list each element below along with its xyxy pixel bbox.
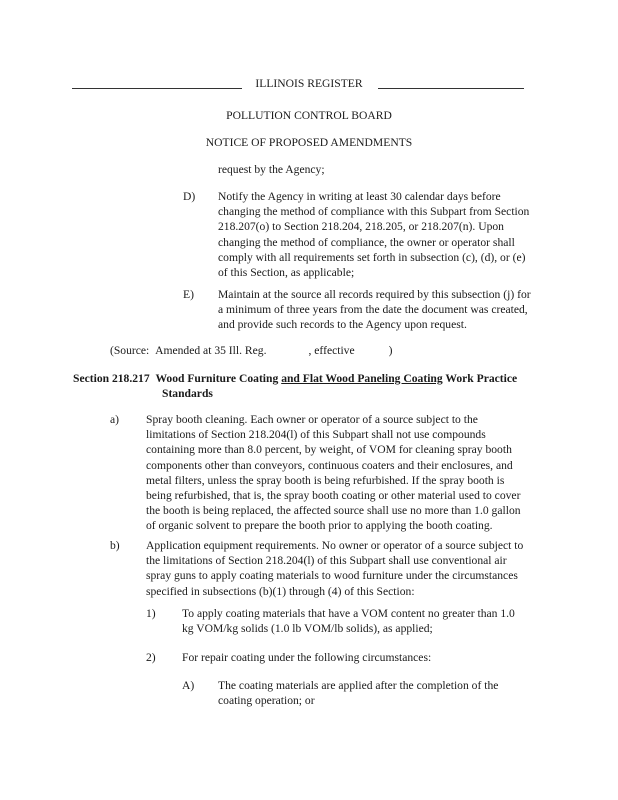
item-b-text bbox=[146, 538, 523, 599]
agency-title: POLLUTION CONTROL BOARD bbox=[226, 109, 392, 122]
item-1-text bbox=[182, 606, 515, 636]
item-a-line: Spray booth cleaning. Each owner or operator of a source subject to the bbox=[146, 413, 478, 426]
item-d-line: changing the method of compliance with this Subpart from Section bbox=[218, 205, 530, 219]
item-a-line: the booth is being replaced, the affected source shall use no more than 1.0 gallon bbox=[146, 504, 521, 518]
item-d-text bbox=[218, 189, 529, 280]
item-2-label: 2) bbox=[146, 651, 156, 664]
item-a-line: components other than conveyors, continuous coaters and their enclosures, and bbox=[146, 458, 513, 472]
item-e-label: E) bbox=[183, 288, 194, 301]
section-heading bbox=[73, 371, 517, 386]
item-d-line: comply with all requirements set forth in subsection (c), (d), or (e) bbox=[218, 250, 526, 264]
item-d-line: changing the method of compliance, the owner or operator shall bbox=[218, 235, 515, 249]
item-a-text bbox=[146, 412, 521, 534]
section-title-end: Work Practice bbox=[445, 372, 518, 385]
item-a-line: containing more than 8.0 percent, by weight, of VOM for cleaning spray booth bbox=[146, 443, 512, 457]
item-e-text bbox=[218, 287, 531, 333]
source-close: ) bbox=[388, 344, 393, 357]
item-a-line: metal filters, unless the spray booth is being refurbished. If the spray booth is bbox=[146, 473, 505, 487]
section-title-line2: Standards bbox=[162, 387, 213, 400]
item-d-line: 218.207(o) to Section 218.204, 218.205, or 218.207(n). Upon bbox=[218, 220, 504, 234]
item-1-label: 1) bbox=[146, 607, 156, 620]
item-e-line: a minimum of three years from the date the document was created, bbox=[218, 303, 528, 317]
item-capital-a-line: coating operation; or bbox=[218, 694, 315, 708]
item-d-line: of this Section, as applicable; bbox=[218, 266, 355, 280]
item-2-line: For repair coating under the following circumstances: bbox=[182, 651, 432, 664]
item-capital-a-text bbox=[218, 678, 498, 708]
register-title: ILLINOIS REGISTER bbox=[255, 77, 363, 90]
item-b-line: Application equipment requirements. No owner or operator of a source subject to bbox=[146, 539, 524, 552]
item-capital-a-label: A) bbox=[182, 679, 195, 692]
item-b-label: b) bbox=[110, 539, 120, 552]
continued-text: request by the Agency; bbox=[218, 163, 325, 176]
item-d-line: Notify the Agency in writing at least 30 calendar days before bbox=[218, 190, 501, 203]
item-a-label: a) bbox=[110, 413, 120, 426]
item-e-line: Maintain at the source all records required by this subsection (j) for bbox=[218, 288, 531, 301]
notice-title: NOTICE OF PROPOSED AMENDMENTS bbox=[205, 136, 413, 149]
item-b-line: the limitations of Section 218.204(l) of this Subpart shall use conventional air bbox=[146, 554, 507, 568]
item-a-line: limitations of Section 218.204(l) of this Subpart shall not use compounds bbox=[146, 428, 486, 442]
item-b-line: specified in subsections (b)(1) through (4) of this Section: bbox=[146, 584, 415, 598]
item-capital-a-line: The coating materials are applied after the completion of the bbox=[218, 679, 499, 692]
item-a-line: being refurbished, that is, the spray booth coating or other material used to cover bbox=[146, 489, 521, 503]
item-d-label: D) bbox=[183, 190, 196, 203]
source-effective: , effective bbox=[308, 344, 355, 357]
source-note bbox=[110, 343, 393, 358]
section-title-underlined: and Flat Wood Paneling Coating bbox=[281, 372, 443, 385]
section-number: Section 218.217 bbox=[73, 372, 150, 385]
item-e-line: and provide such records to the Agency upon request. bbox=[218, 318, 467, 332]
item-1-line: To apply coating materials that have a VOM content no greater than 1.0 bbox=[182, 607, 515, 620]
section-title-plain: Wood Furniture Coating bbox=[155, 372, 279, 385]
source-amended: Amended at 35 Ill. Reg. bbox=[155, 344, 267, 357]
source-open: (Source: bbox=[110, 344, 150, 357]
item-1-line: kg VOM/kg solids (1.0 lb VOM/lb solids), as applied; bbox=[182, 622, 433, 636]
item-b-line: spray guns to apply coating materials to wood furniture under the circumstances bbox=[146, 569, 518, 583]
item-a-line: of organic solvent to prepare the booth prior to applying the booth coating. bbox=[146, 519, 493, 533]
item-2-text bbox=[182, 650, 431, 665]
